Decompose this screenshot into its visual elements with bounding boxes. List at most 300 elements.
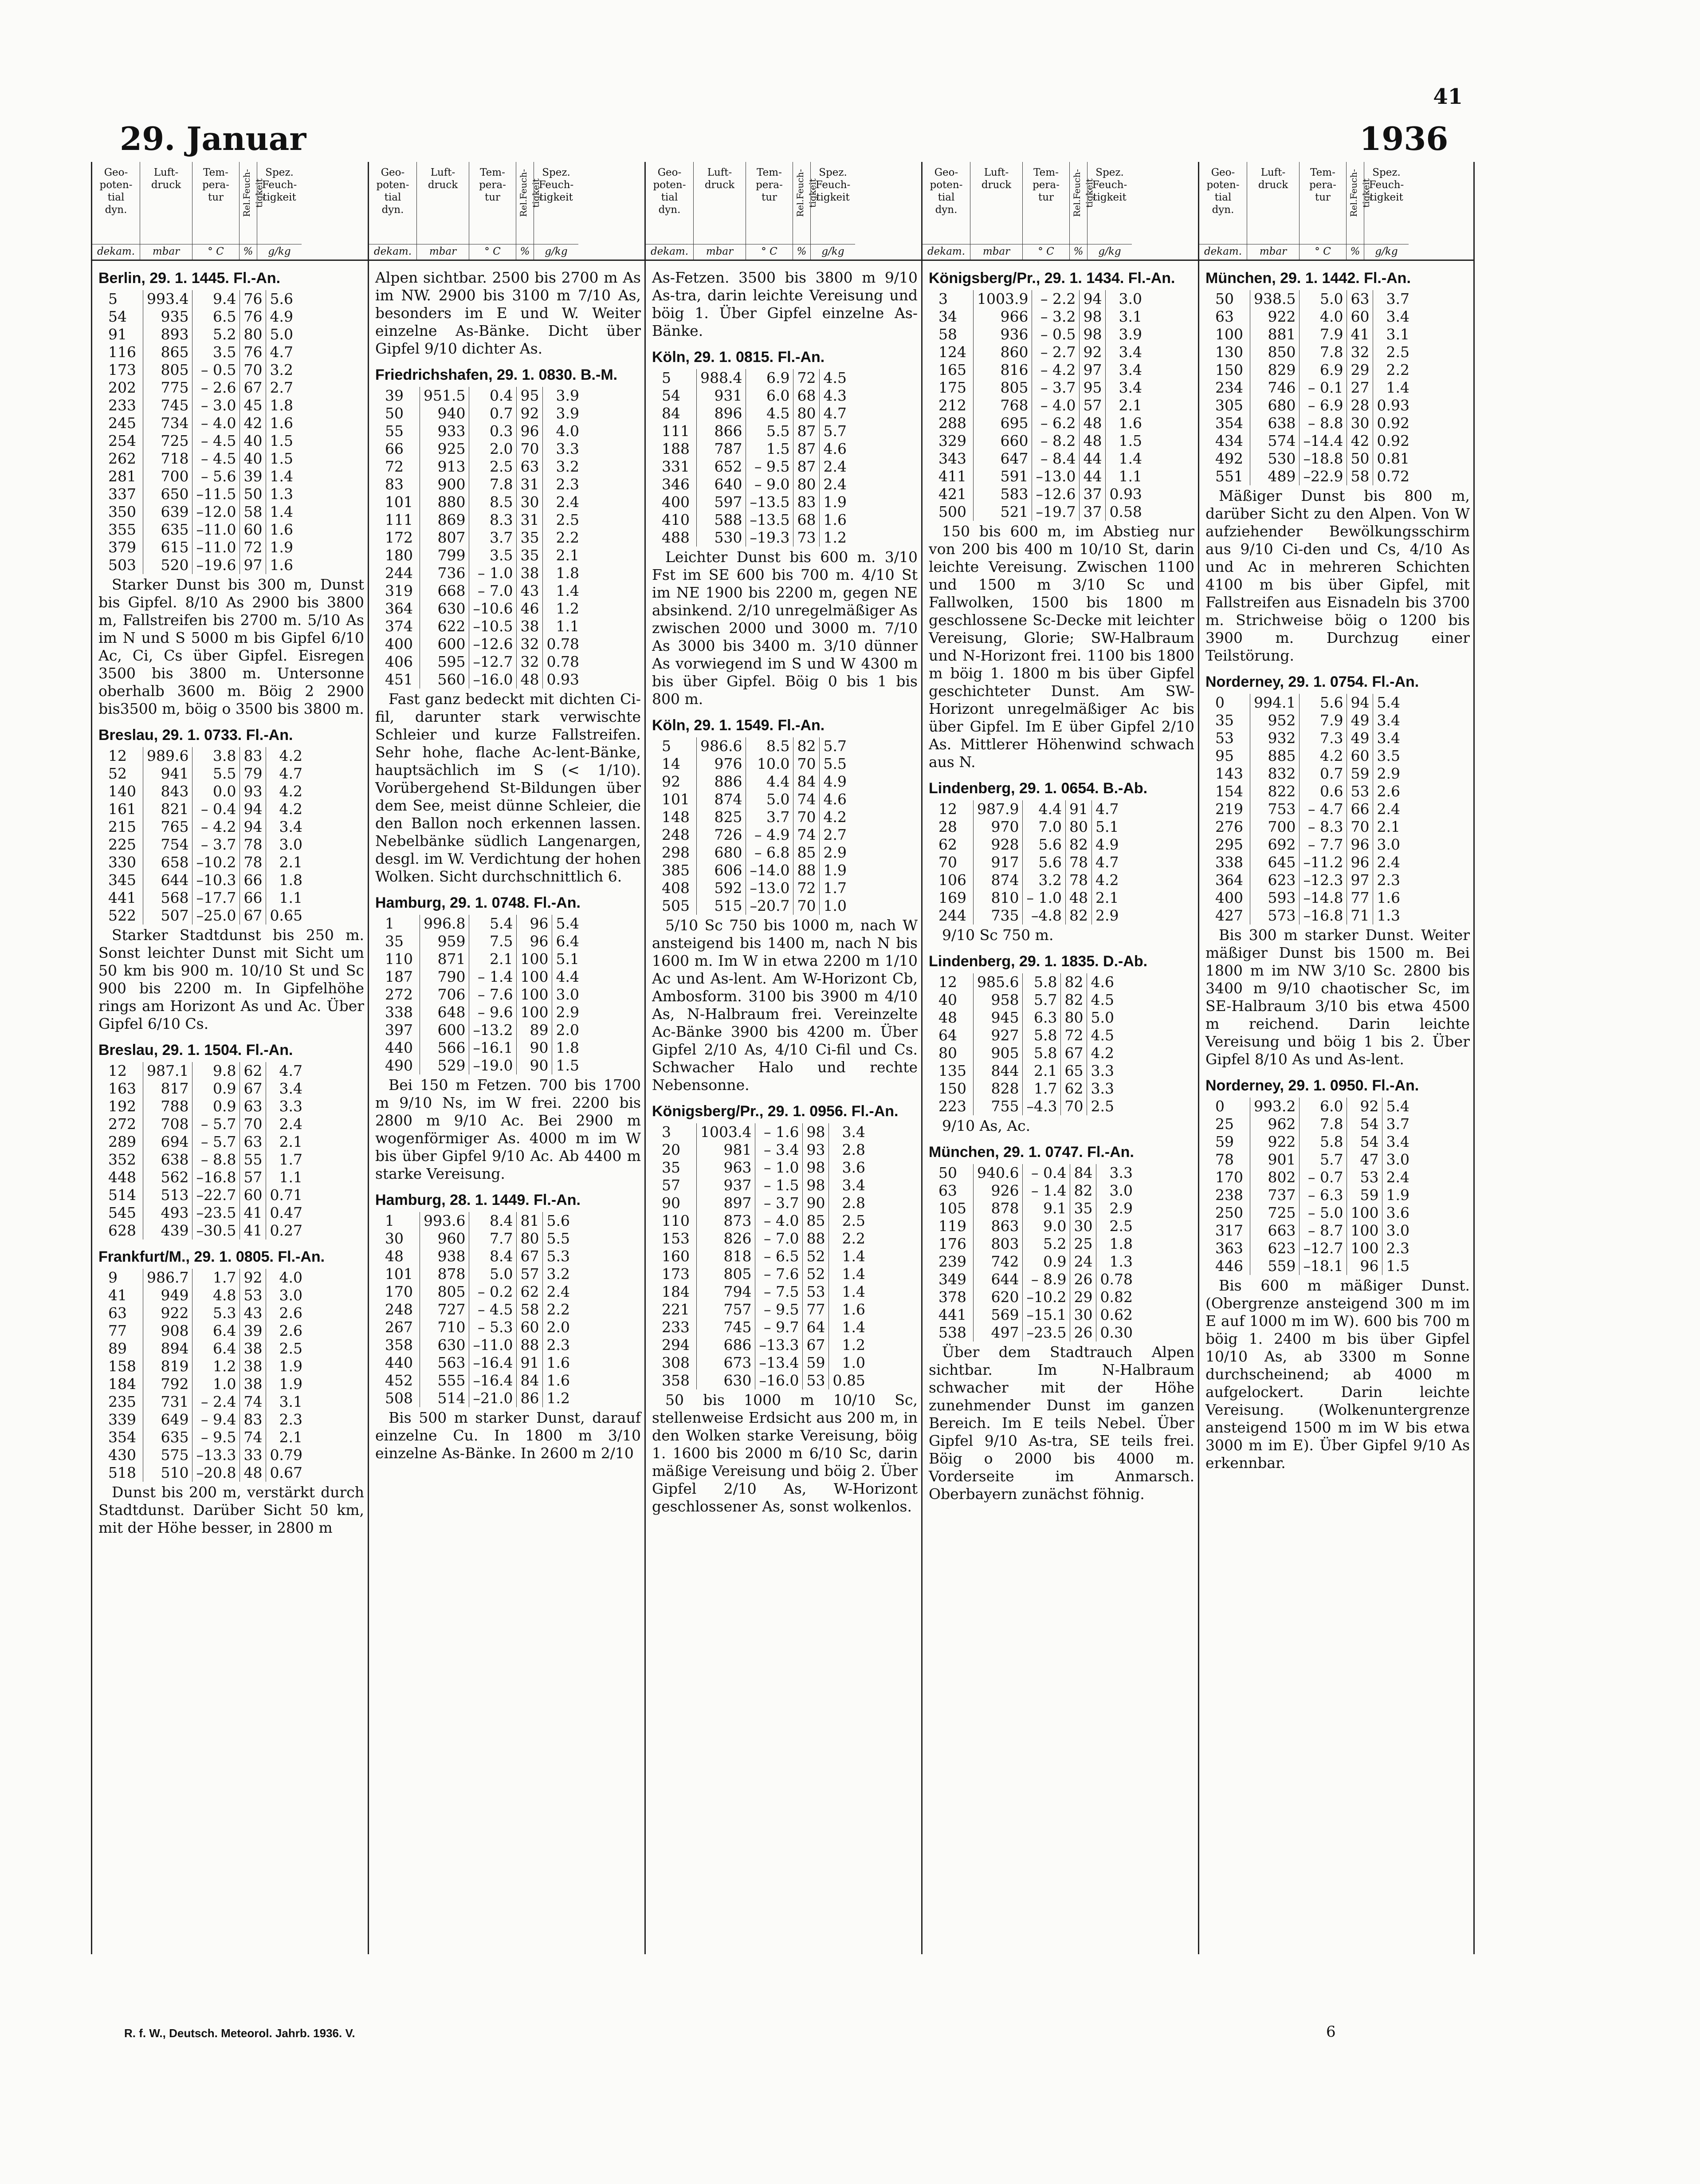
- table-cell: 40: [240, 450, 266, 468]
- table-cell: 644: [143, 871, 192, 889]
- table-cell: 1.3: [1373, 907, 1404, 925]
- header-unit: dekam.: [646, 244, 693, 258]
- table-cell: 5.5: [192, 765, 240, 783]
- table-cell: 3.9: [543, 405, 583, 422]
- header-unit: ° C: [746, 244, 793, 258]
- table-cell: 3.7: [469, 529, 517, 547]
- table-cell: 0.78: [1096, 1271, 1136, 1288]
- table-cell: 3.0: [1373, 836, 1404, 854]
- table-cell: –16.8: [192, 1169, 240, 1186]
- table-row: [1212, 343, 1413, 361]
- table-cell: 80: [938, 1044, 957, 1062]
- table-row: [935, 1062, 1118, 1080]
- table-row: [381, 600, 583, 618]
- table-row: [105, 1098, 306, 1115]
- table-cell: 28: [938, 818, 957, 835]
- table-row: [105, 1222, 306, 1240]
- table-cell: 3.0: [1382, 1151, 1413, 1169]
- table-cell: 1.4: [543, 582, 583, 600]
- table-cell: 1.0: [192, 1375, 240, 1393]
- station-title: Norderney, 29. 1. 0754. Fl.-An.: [1205, 673, 1419, 690]
- table-cell: 4.2: [1300, 747, 1347, 765]
- table-row: [935, 343, 1146, 361]
- table-cell: 41: [240, 1222, 266, 1240]
- table-cell: 27: [1347, 379, 1373, 397]
- table-cell: 3.4: [829, 1177, 869, 1194]
- header-unit: g/kg: [1088, 244, 1132, 258]
- table-row: [105, 1411, 306, 1428]
- table-cell: 188: [662, 440, 690, 457]
- table-cell: 573: [1250, 907, 1300, 925]
- table-cell: 1003.4: [697, 1123, 755, 1141]
- table-cell: 80: [793, 476, 820, 493]
- table-cell: – 4.2: [1032, 361, 1080, 379]
- table-cell: 28: [1347, 397, 1373, 414]
- header-cell-spez: [1364, 162, 1409, 260]
- table-cell: 358: [385, 1336, 413, 1354]
- table-cell: 63: [517, 458, 543, 476]
- table-row: [935, 397, 1146, 414]
- table-cell: 945: [974, 1009, 1023, 1027]
- station-section: [652, 1102, 918, 1515]
- table-cell: 30: [1347, 414, 1373, 432]
- table-cell: 994.1: [1250, 694, 1300, 712]
- table-cell: 96: [1347, 1257, 1382, 1275]
- header-unit: mbar: [1247, 244, 1299, 258]
- table-cell: 37: [1080, 485, 1106, 503]
- table-cell: 6.4: [192, 1322, 240, 1340]
- header-label: Geo- poten- tial dyn.: [99, 167, 133, 216]
- table-cell: 725: [143, 432, 192, 450]
- table-cell: 319: [385, 582, 413, 599]
- table-cell: 5.0: [266, 326, 297, 343]
- table-cell: 928: [974, 836, 1023, 854]
- table-cell: 825: [697, 808, 746, 826]
- table-row: [935, 1253, 1136, 1271]
- table-cell: 50: [1215, 290, 1234, 307]
- table-row: [935, 1217, 1136, 1235]
- table-cell: –23.5: [192, 1204, 240, 1222]
- table-cell: 874: [974, 871, 1023, 889]
- table-cell: 3.4: [266, 818, 306, 836]
- station-title: Lindenberg, 29. 1. 0654. B.-Ab.: [929, 780, 1148, 797]
- table-cell: 411: [938, 468, 966, 485]
- table-cell: – 4.0: [755, 1212, 803, 1230]
- table-cell: 2.5: [543, 511, 583, 529]
- ascent-table: [1212, 694, 1404, 925]
- table-cell: 53: [1347, 1169, 1382, 1186]
- table-row: [1212, 290, 1413, 308]
- table-cell: 630: [420, 1336, 469, 1354]
- table-row: [935, 308, 1146, 326]
- table-cell: 288: [938, 414, 966, 432]
- header-label: Geo- poten- tial dyn.: [376, 167, 409, 216]
- observation-note: Über dem Stadtrauch Alpen sichtbar. Im N-Halbraum schwacher mit der Höhe zunehmender Dunst im ganzen Bereich. Im E teils Nebel. Über Gipfel 9/10 As-tra, SE teils frei. Böig o 2000 bis 4000 m. Vorderseite im Anmarsch. Oberbayern zunächst föhnig.: [929, 1343, 1194, 1503]
- table-cell: 1.6: [829, 1301, 869, 1318]
- table-cell: 600: [420, 1021, 469, 1039]
- table-cell: 5.8: [1300, 1133, 1347, 1151]
- table-cell: 63: [240, 1133, 266, 1151]
- table-row: [381, 1039, 583, 1057]
- table-cell: 893: [143, 326, 192, 343]
- station-title: München, 29. 1. 0747. Fl.-An.: [929, 1144, 1134, 1161]
- table-cell: – 2.2: [1032, 290, 1080, 308]
- station-section: [652, 269, 918, 340]
- table-cell: 2.9: [1096, 1200, 1136, 1217]
- table-cell: 83: [240, 747, 266, 765]
- table-cell: 3.4: [1382, 1133, 1413, 1151]
- table-cell: 0.0: [192, 783, 240, 800]
- table-cell: 5.2: [1023, 1235, 1070, 1253]
- table-cell: 5.5: [543, 1230, 573, 1247]
- table-cell: 111: [662, 422, 690, 440]
- table-cell: 59: [1215, 1133, 1234, 1150]
- table-cell: –23.5: [1023, 1324, 1070, 1342]
- table-row: [658, 1318, 869, 1336]
- table-cell: 9: [108, 1269, 118, 1286]
- table-cell: –14.0: [746, 862, 793, 879]
- table-cell: 4.5: [820, 369, 850, 387]
- table-cell: –20.8: [192, 1464, 240, 1482]
- table-cell: 1.4: [1373, 379, 1413, 397]
- table-cell: 566: [420, 1039, 469, 1057]
- table-cell: – 6.8: [746, 844, 793, 862]
- table-row: [658, 862, 850, 879]
- header-label: Tem- pera- tur: [1309, 167, 1336, 203]
- table-cell: 5.0: [469, 1265, 517, 1283]
- table-cell: 30: [1070, 1306, 1096, 1324]
- table-cell: 106: [938, 871, 966, 889]
- header-unit: ° C: [1023, 244, 1069, 258]
- table-cell: 215: [108, 818, 136, 835]
- table-cell: 169: [938, 889, 966, 906]
- table-cell: 746: [1250, 379, 1300, 397]
- header-unit: dekam.: [1199, 244, 1247, 258]
- table-row: [105, 800, 306, 818]
- table-cell: 90: [517, 1057, 552, 1074]
- table-cell: 161: [108, 800, 136, 818]
- table-cell: 187: [385, 968, 413, 985]
- table-cell: 692: [1250, 836, 1300, 854]
- observation-note: 5/10 Sc 750 bis 1000 m, nach W ansteigend bis 1400 m, nach N bis 1600 m. Im W in etwa 2200 m 1/10 Ac und As-lent. Am W-Horizont Cb, Ambosform. 3100 bis 3900 m 4/10 As, N-Halbraum frei. Vereinzelte Ac-Bänke 3900 bis 4200 m. Über Gipfel 2/10 As, 4/10 Ci-fil und Cs. Schwacher Halo und rechte Nebensonne.: [652, 917, 918, 1094]
- table-cell: 635: [143, 1428, 192, 1446]
- table-cell: 427: [1215, 907, 1243, 924]
- table-cell: 708: [143, 1115, 192, 1133]
- header-cell-rel: [239, 162, 264, 260]
- table-cell: 844: [974, 1062, 1023, 1080]
- table-row: [381, 915, 583, 933]
- table-cell: 80: [1065, 818, 1091, 836]
- table-cell: 150: [1215, 361, 1243, 378]
- table-cell: 38: [240, 1375, 266, 1393]
- table-cell: –30.5: [192, 1222, 240, 1240]
- table-cell: –19.3: [746, 529, 793, 547]
- table-row: [1212, 765, 1404, 783]
- table-cell: 35: [1215, 712, 1234, 729]
- table-cell: – 1.0: [469, 564, 517, 582]
- page-column: [91, 162, 368, 1954]
- header-label: Luft- druck: [981, 167, 1012, 191]
- table-cell: 2.1: [1091, 889, 1122, 907]
- table-cell: 821: [143, 800, 192, 818]
- table-cell: 1.2: [820, 529, 850, 547]
- table-cell: 562: [143, 1169, 192, 1186]
- table-cell: 0.93: [1106, 485, 1146, 503]
- table-cell: 35: [662, 1159, 680, 1176]
- table-cell: 2.9: [552, 1003, 583, 1021]
- table-cell: 507: [143, 907, 192, 925]
- table-cell: 790: [420, 968, 469, 986]
- table-row: [105, 397, 297, 414]
- station-section: [375, 366, 641, 885]
- table-cell: 5: [662, 369, 671, 386]
- table-cell: 53: [1215, 729, 1234, 747]
- table-cell: 12: [108, 747, 127, 764]
- table-cell: 72: [1061, 1027, 1087, 1044]
- table-cell: 80: [240, 326, 266, 343]
- table-cell: 958: [974, 991, 1023, 1009]
- table-cell: 96: [517, 422, 543, 440]
- table-cell: 2.4: [1373, 854, 1404, 871]
- table-cell: 100: [1215, 326, 1243, 343]
- table-row: [658, 897, 850, 915]
- table-cell: –4.3: [1023, 1098, 1061, 1115]
- table-cell: 2.3: [543, 476, 583, 493]
- table-cell: 3.3: [266, 1098, 306, 1115]
- table-cell: – 3.7: [1032, 379, 1080, 397]
- table-cell: 2.1: [1023, 1062, 1061, 1080]
- table-row: [658, 422, 850, 440]
- table-cell: 96: [517, 915, 552, 933]
- table-row: [105, 361, 297, 379]
- table-cell: 869: [420, 511, 469, 529]
- table-cell: 2.5: [469, 458, 517, 476]
- table-cell: 5.7: [820, 422, 850, 440]
- table-cell: – 5.7: [192, 1115, 240, 1133]
- ascent-table: [1212, 290, 1413, 485]
- table-cell: 623: [1250, 871, 1300, 889]
- table-cell: –13.3: [192, 1446, 240, 1464]
- table-cell: – 9.0: [746, 476, 793, 493]
- table-cell: 76: [240, 290, 266, 308]
- table-cell: 67: [240, 379, 266, 397]
- table-cell: 8.4: [469, 1212, 517, 1230]
- table-cell: 29: [1347, 361, 1373, 379]
- table-row: [658, 773, 850, 791]
- table-row: [935, 414, 1146, 432]
- table-cell: 0.93: [1373, 397, 1413, 414]
- table-cell: 734: [143, 414, 192, 432]
- table-cell: 5.0: [746, 791, 793, 808]
- header-label: Geo- poten- tial dyn.: [930, 167, 963, 216]
- table-cell: 5.0: [1087, 1009, 1118, 1027]
- table-cell: 80: [1061, 1009, 1087, 1027]
- table-cell: 0.78: [543, 653, 583, 671]
- table-row: [105, 1428, 306, 1446]
- table-cell: 0.47: [266, 1204, 306, 1222]
- table-row: [1212, 468, 1413, 485]
- table-row: [381, 950, 583, 968]
- table-cell: 4.9: [1091, 836, 1122, 854]
- table-cell: 4.7: [266, 765, 306, 783]
- table-cell: 3.2: [266, 361, 297, 379]
- table-cell: 7.7: [469, 1230, 517, 1247]
- table-cell: 803: [974, 1235, 1023, 1253]
- table-cell: –11.5: [192, 485, 240, 503]
- table-cell: 192: [108, 1098, 136, 1115]
- table-cell: 5.4: [1382, 1098, 1413, 1115]
- table-cell: – 0.4: [1023, 1164, 1070, 1182]
- table-cell: 59: [1347, 1186, 1382, 1204]
- header-cell-temp: [192, 162, 239, 260]
- table-cell: 680: [697, 844, 746, 862]
- table-cell: 922: [1250, 308, 1300, 326]
- table-cell: 74: [793, 791, 820, 808]
- table-cell: 244: [385, 564, 413, 582]
- table-cell: 620: [974, 1288, 1023, 1306]
- table-cell: 38: [517, 618, 543, 635]
- table-cell: – 2.4: [192, 1393, 240, 1411]
- table-cell: 647: [974, 450, 1032, 468]
- table-cell: 98: [1080, 326, 1106, 343]
- table-cell: 951.5: [420, 387, 469, 405]
- table-cell: 935: [143, 308, 192, 326]
- table-row: [658, 458, 850, 476]
- station-section: [929, 779, 1194, 944]
- table-cell: 48: [1080, 432, 1106, 450]
- table-cell: 508: [385, 1389, 413, 1407]
- footer-source: R. f. W., Deutsch. Meteorol. Jahrb. 1936. V.: [124, 2027, 355, 2040]
- table-row: [658, 1354, 869, 1372]
- table-cell: 1.5: [266, 432, 297, 450]
- table-row: [935, 889, 1122, 907]
- table-cell: 364: [385, 600, 413, 617]
- table-cell: 4.6: [820, 440, 850, 458]
- table-cell: 1.8: [266, 871, 306, 889]
- table-cell: 60: [517, 1318, 543, 1336]
- table-cell: 62: [240, 1062, 266, 1080]
- table-cell: –12.3: [1300, 871, 1347, 889]
- table-cell: – 0.5: [192, 361, 240, 379]
- table-cell: 67: [240, 1080, 266, 1098]
- table-cell: 70: [240, 361, 266, 379]
- table-cell: 5.4: [469, 915, 517, 933]
- table-cell: 73: [793, 529, 820, 547]
- table-cell: 2.1: [266, 1133, 306, 1151]
- table-cell: 57: [662, 1177, 680, 1194]
- table-cell: 913: [420, 458, 469, 476]
- ascent-table: [105, 1269, 306, 1482]
- table-cell: 1.2: [192, 1358, 240, 1375]
- table-cell: 57: [1080, 397, 1106, 414]
- ascent-table: [935, 800, 1122, 925]
- table-cell: 490: [385, 1057, 413, 1074]
- table-row: [105, 468, 297, 485]
- table-cell: 173: [108, 361, 136, 378]
- table-cell: 97: [1080, 361, 1106, 379]
- table-cell: 4.7: [266, 343, 297, 361]
- station-section: [375, 1191, 641, 1462]
- table-cell: – 5.3: [469, 1318, 517, 1336]
- table-cell: 38: [240, 1358, 266, 1375]
- table-cell: 202: [108, 379, 136, 396]
- table-cell: 832: [1250, 765, 1300, 783]
- table-cell: 937: [697, 1177, 755, 1194]
- table-cell: 987.1: [143, 1062, 192, 1080]
- table-cell: 434: [1215, 432, 1243, 449]
- table-cell: 522: [108, 907, 136, 924]
- table-cell: 4.7: [1091, 854, 1122, 871]
- page-number: 41: [1433, 84, 1463, 109]
- observation-note: Bis 500 m starker Dunst, darauf einzelne Cu. In 1800 m 3/10 einzelne As-Bänke. In 2600 m 2/10: [375, 1409, 641, 1462]
- table-cell: 489: [1250, 468, 1300, 485]
- table-cell: 976: [697, 755, 746, 773]
- table-cell: 4.2: [1087, 1044, 1118, 1062]
- table-cell: 622: [420, 618, 469, 635]
- table-cell: 101: [385, 493, 413, 511]
- table-cell: –20.7: [746, 897, 793, 915]
- table-cell: 37: [1080, 503, 1106, 521]
- table-cell: 4.6: [1087, 973, 1118, 991]
- table-row: [658, 476, 850, 493]
- ascent-table: [935, 1164, 1136, 1342]
- table-cell: –22.9: [1300, 468, 1347, 485]
- table-cell: –18.8: [1300, 450, 1347, 468]
- table-row: [658, 826, 850, 844]
- header-unit: dekam.: [369, 244, 416, 258]
- table-cell: 440: [385, 1354, 413, 1371]
- table-cell: 993.6: [420, 1212, 469, 1230]
- table-cell: 67: [1061, 1044, 1087, 1062]
- table-cell: –4.8: [1023, 907, 1065, 925]
- table-row: [658, 1123, 869, 1141]
- table-cell: – 7.6: [469, 986, 517, 1003]
- table-row: [1212, 907, 1404, 925]
- table-cell: 25: [1070, 1235, 1096, 1253]
- table-cell: 520: [143, 556, 192, 574]
- table-cell: 1.2: [829, 1336, 869, 1354]
- header-label: Spez. Feuch- tigkeit: [1092, 167, 1127, 203]
- table-cell: 0.62: [1096, 1306, 1136, 1324]
- table-cell: 148: [662, 808, 690, 826]
- table-cell: 1.6: [543, 1372, 573, 1389]
- table-row: [381, 440, 583, 458]
- table-row: [381, 671, 583, 689]
- table-cell: 20: [662, 1141, 680, 1158]
- table-cell: 658: [143, 854, 192, 871]
- table-row: [381, 933, 583, 950]
- table-cell: 350: [108, 503, 136, 520]
- table-cell: 44: [1080, 450, 1106, 468]
- table-cell: 77: [803, 1301, 829, 1318]
- table-cell: 63: [1215, 308, 1234, 325]
- table-row: [105, 907, 306, 925]
- table-cell: 952: [1250, 712, 1300, 729]
- table-cell: – 2.6: [192, 379, 240, 397]
- table-cell: 932: [1250, 729, 1300, 747]
- table-cell: 545: [108, 1204, 136, 1221]
- table-cell: 93: [803, 1141, 829, 1159]
- table-row: [381, 405, 583, 422]
- table-cell: 805: [420, 1283, 469, 1301]
- table-cell: 560: [420, 671, 469, 689]
- table-cell: 80: [793, 405, 820, 422]
- table-cell: 493: [143, 1204, 192, 1222]
- table-cell: 500: [938, 503, 966, 520]
- table-cell: –13.0: [1032, 468, 1080, 485]
- table-cell: 98: [1080, 308, 1106, 326]
- table-row: [105, 1446, 306, 1464]
